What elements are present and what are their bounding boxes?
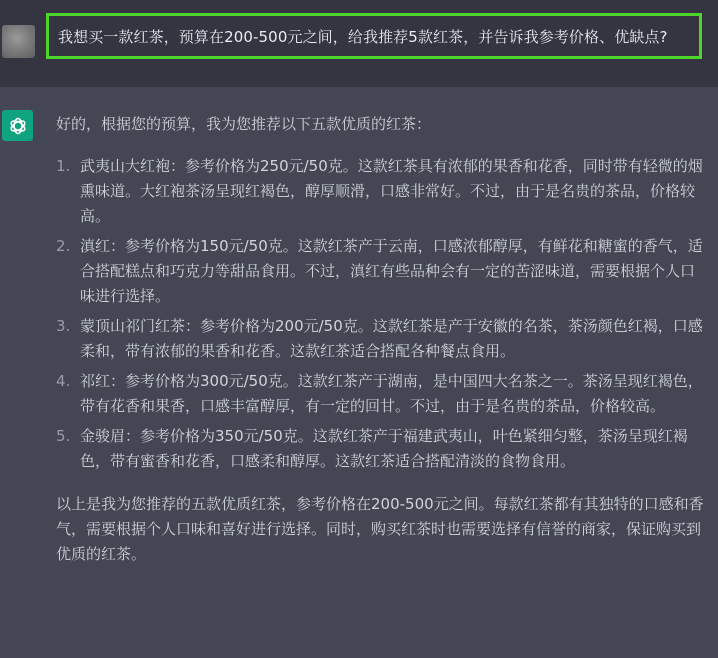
assistant-message bbox=[56, 112, 706, 567]
list-item-text: 祁红：参考价格为300元/50克。这款红茶产于湖南，是中国四大名茶之一。茶汤呈现红褐色，带有花香和果香，口感丰富醇厚，有一定的回甘。不过，由于是名贵的茶品，价格较高。 bbox=[80, 372, 703, 415]
user-message-highlight bbox=[46, 13, 702, 59]
user-message-text: 我想买一款红茶，预算在200-500元之间，给我推荐5款红茶，并告诉我参考价格、优缺点? bbox=[58, 27, 668, 46]
list-number: 2. bbox=[56, 237, 71, 255]
list-item bbox=[56, 154, 706, 229]
list-item-text: 滇红：参考价格为150元/50克。这款红茶产于云南，口感浓郁醇厚，有鲜花和糖蜜的香气，适合搭配糕点和巧克力等甜品食用。不过，滇红有些品种会有一定的苦涩味道，需要根据个人口味进行选择。 bbox=[80, 237, 703, 305]
list-number: 5. bbox=[56, 427, 71, 445]
list-item-text: 金骏眉：参考价格为350元/50克。这款红茶产于福建武夷山，叶色紧细匀整，茶汤呈现红褐色，带有蜜香和花香，口感柔和醇厚。这款红茶适合搭配清淡的食物食用。 bbox=[80, 427, 688, 470]
list-item bbox=[56, 424, 706, 474]
assistant-intro: 好的，根据您的预算，我为您推荐以下五款优质的红茶： bbox=[56, 115, 432, 133]
list-number: 4. bbox=[56, 372, 71, 390]
list-item-text: 武夷山大红袍：参考价格为250元/50克。这款红茶具有浓郁的果香和花香，同时带有轻微的烟熏味道。大红袍茶汤呈现红褐色，醇厚顺滑，口感非常好。不过，由于是名贵的茶品，价格较高。 bbox=[80, 157, 703, 225]
recommendation-list bbox=[56, 154, 706, 474]
list-item bbox=[56, 369, 706, 419]
list-item bbox=[56, 314, 706, 364]
list-item-text: 蒙顶山祁门红茶：参考价格为200元/50克。这款红茶是产于安徽的名茶，茶汤颜色红褐，口感柔和，带有浓郁的果香和花香。这款红茶适合搭配各种餐点食用。 bbox=[80, 317, 703, 360]
user-avatar bbox=[2, 25, 35, 58]
user-message-row bbox=[0, 0, 718, 87]
assistant-outro: 以上是我为您推荐的五款优质红茶，参考价格在200-500元之间。每款红茶都有其独特的口感和香气，需要根据个人口味和喜好进行选择。同时，购买红茶时也需要选择有信誉的商家，保证购买到优质的红茶。 bbox=[56, 495, 704, 563]
list-item bbox=[56, 234, 706, 309]
openai-logo-icon bbox=[7, 115, 29, 137]
list-number: 1. bbox=[56, 157, 71, 175]
assistant-avatar bbox=[2, 110, 33, 141]
list-number: 3. bbox=[56, 317, 71, 335]
